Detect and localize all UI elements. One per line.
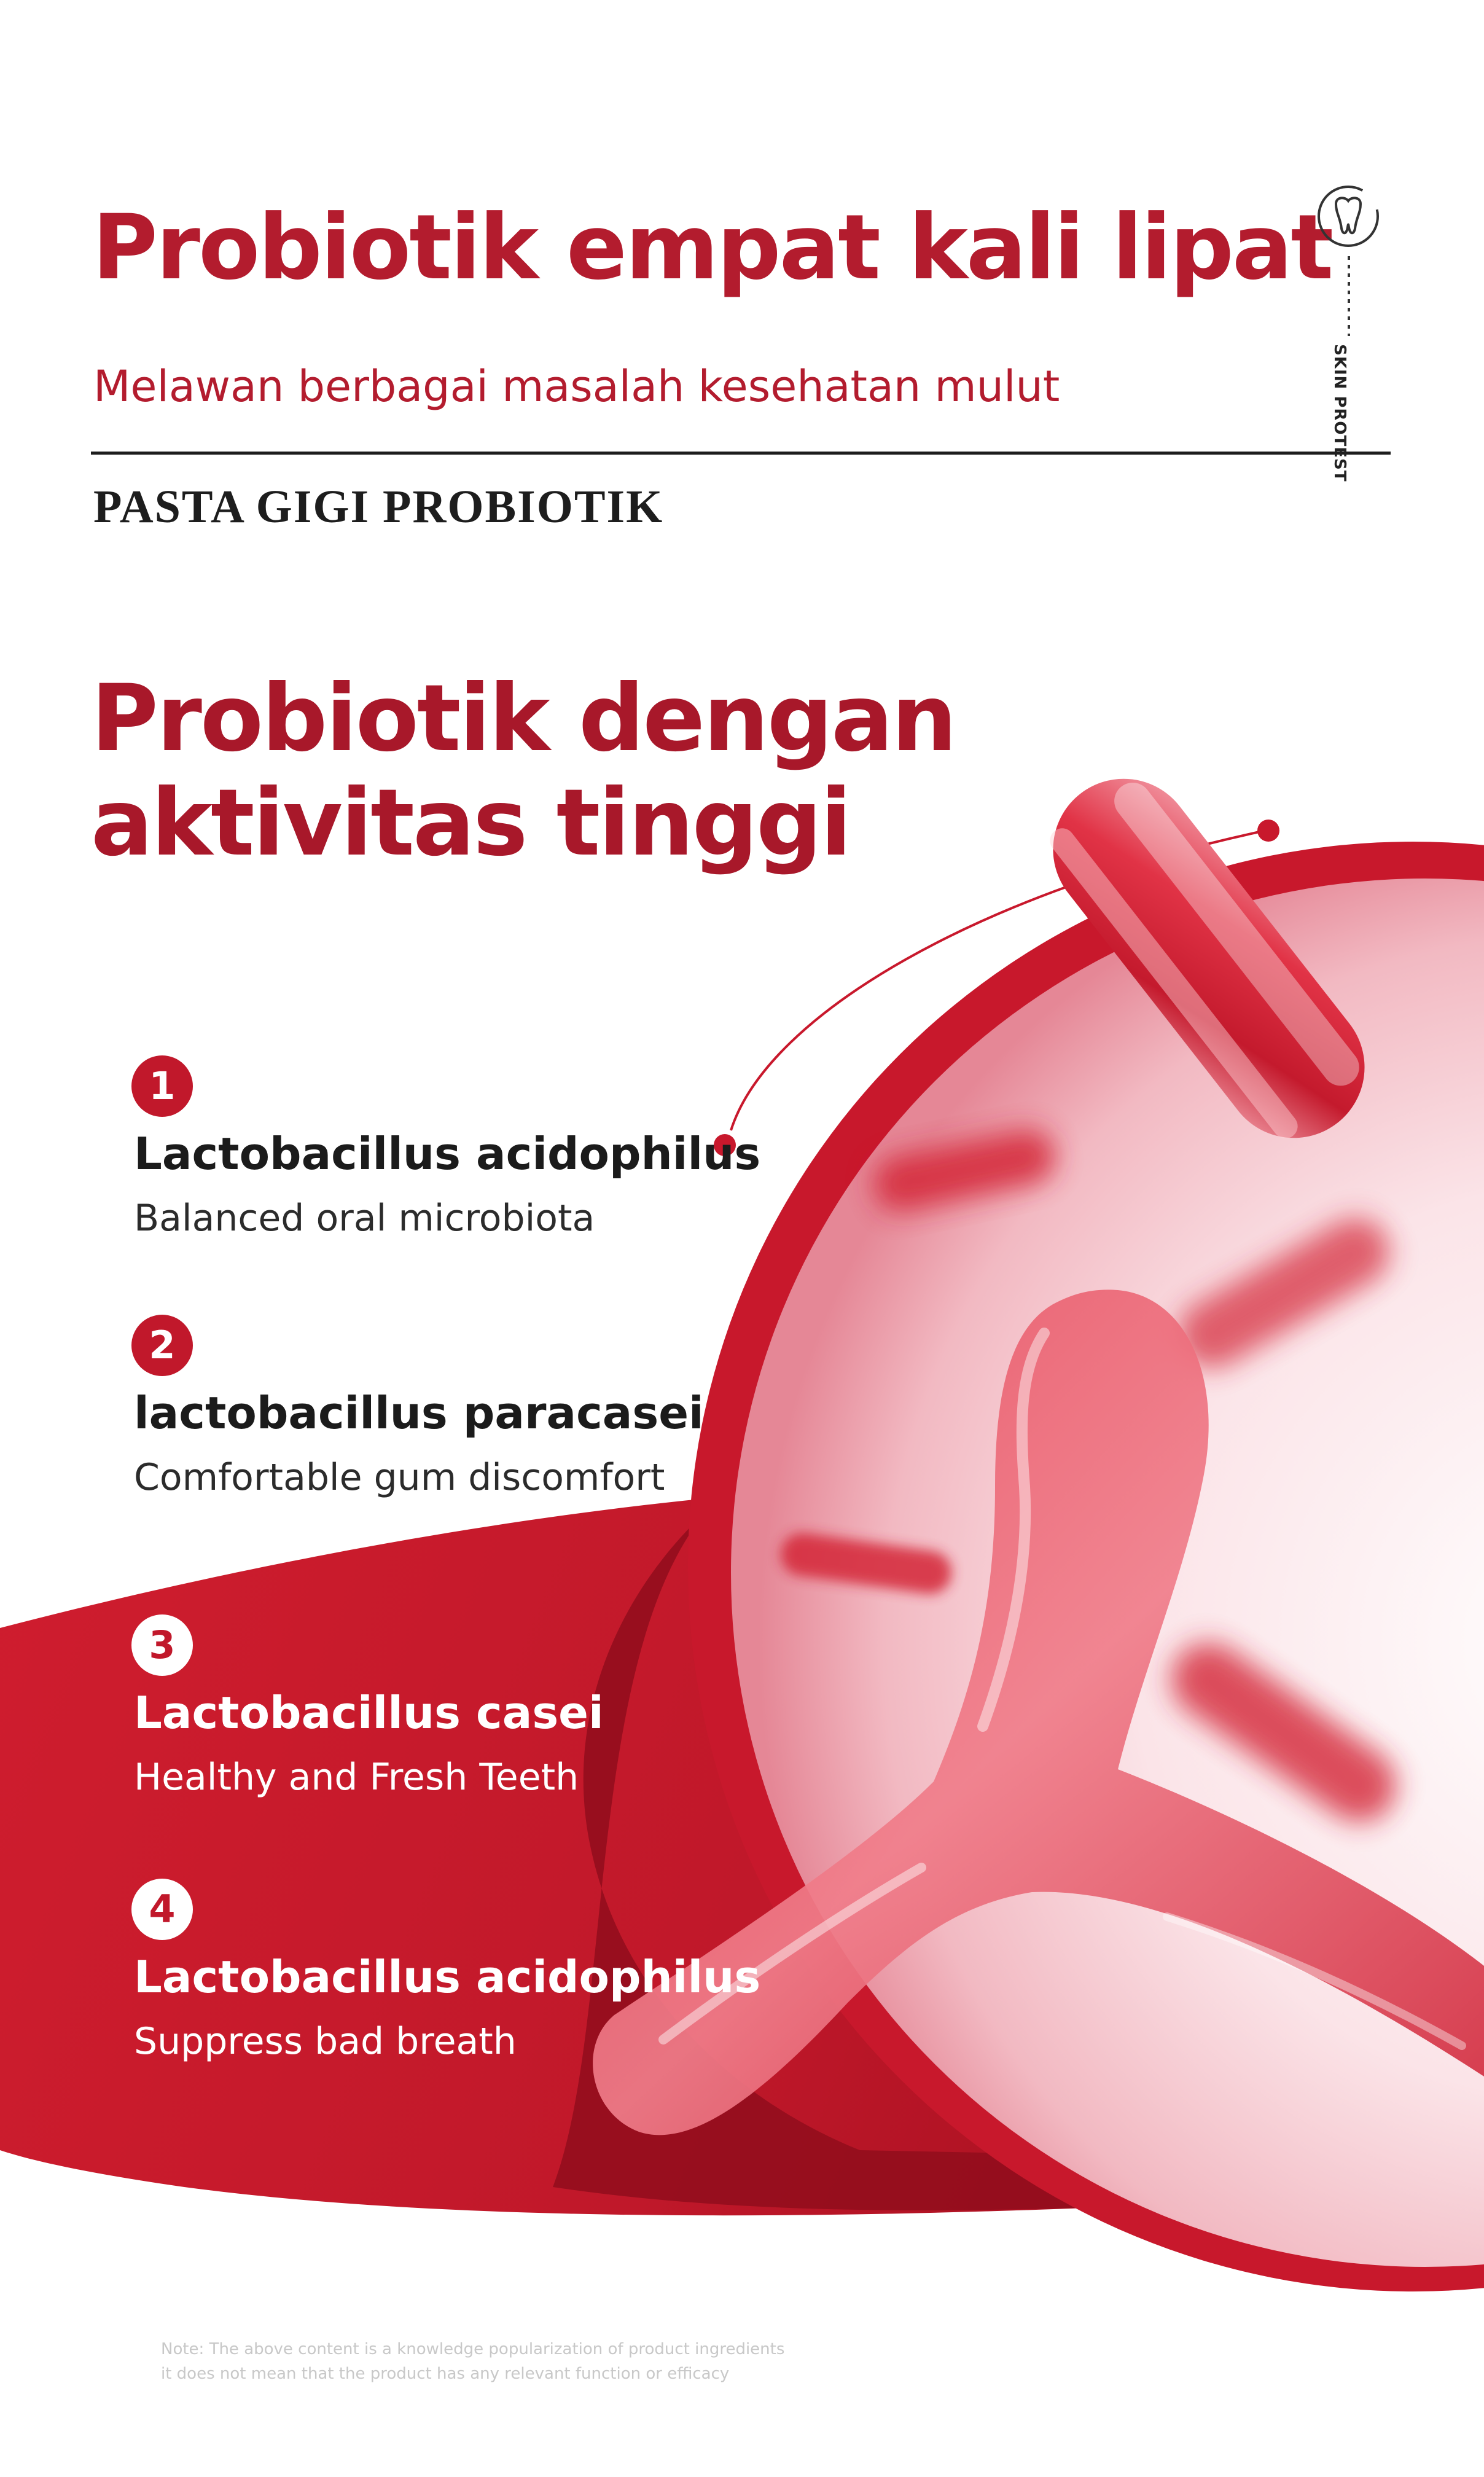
item-name: Lactobacillus acidophilus — [134, 1128, 761, 1180]
header-divider — [91, 452, 1391, 455]
brand-label: PASTA GIGI PROBIOTIK — [93, 481, 664, 533]
item-description: Balanced oral microbiota — [134, 1197, 595, 1240]
item-number-badge: 1 — [131, 1055, 193, 1117]
badge-label: SKIN PROTEST — [1330, 344, 1349, 482]
item-name: Lactobacillus casei — [134, 1687, 604, 1739]
disclaimer-note — [161, 2337, 784, 2386]
disclaimer-line-2: it does not mean that the product has any relevant function or efficacy — [161, 2365, 730, 2383]
page-subtitle: Melawan berbagai masalah kesehatan mulut — [93, 361, 1060, 412]
item-number-badge: 3 — [131, 1614, 193, 1676]
item-number-badge: 4 — [131, 1879, 193, 1940]
item-name: Lactobacillus acidophilus — [134, 1951, 761, 2003]
item-name: lactobacillus paracasei — [134, 1387, 704, 1439]
disclaimer-line-1: Note: The above content is a knowledge popularization of product ingredients — [161, 2340, 785, 2358]
page-title: Probiotik empat kali lipat — [92, 195, 1332, 300]
item-description: Healthy and Fresh Teeth — [134, 1756, 579, 1799]
item-number-badge: 2 — [131, 1315, 193, 1376]
item-description: Comfortable gum discomfort — [134, 1456, 665, 1499]
headline — [91, 667, 955, 875]
headline-line-1: Probiotik dengan — [91, 665, 956, 772]
item-description: Suppress bad breath — [134, 2020, 517, 2063]
headline-line-2: aktivitas tinggi — [91, 770, 850, 877]
